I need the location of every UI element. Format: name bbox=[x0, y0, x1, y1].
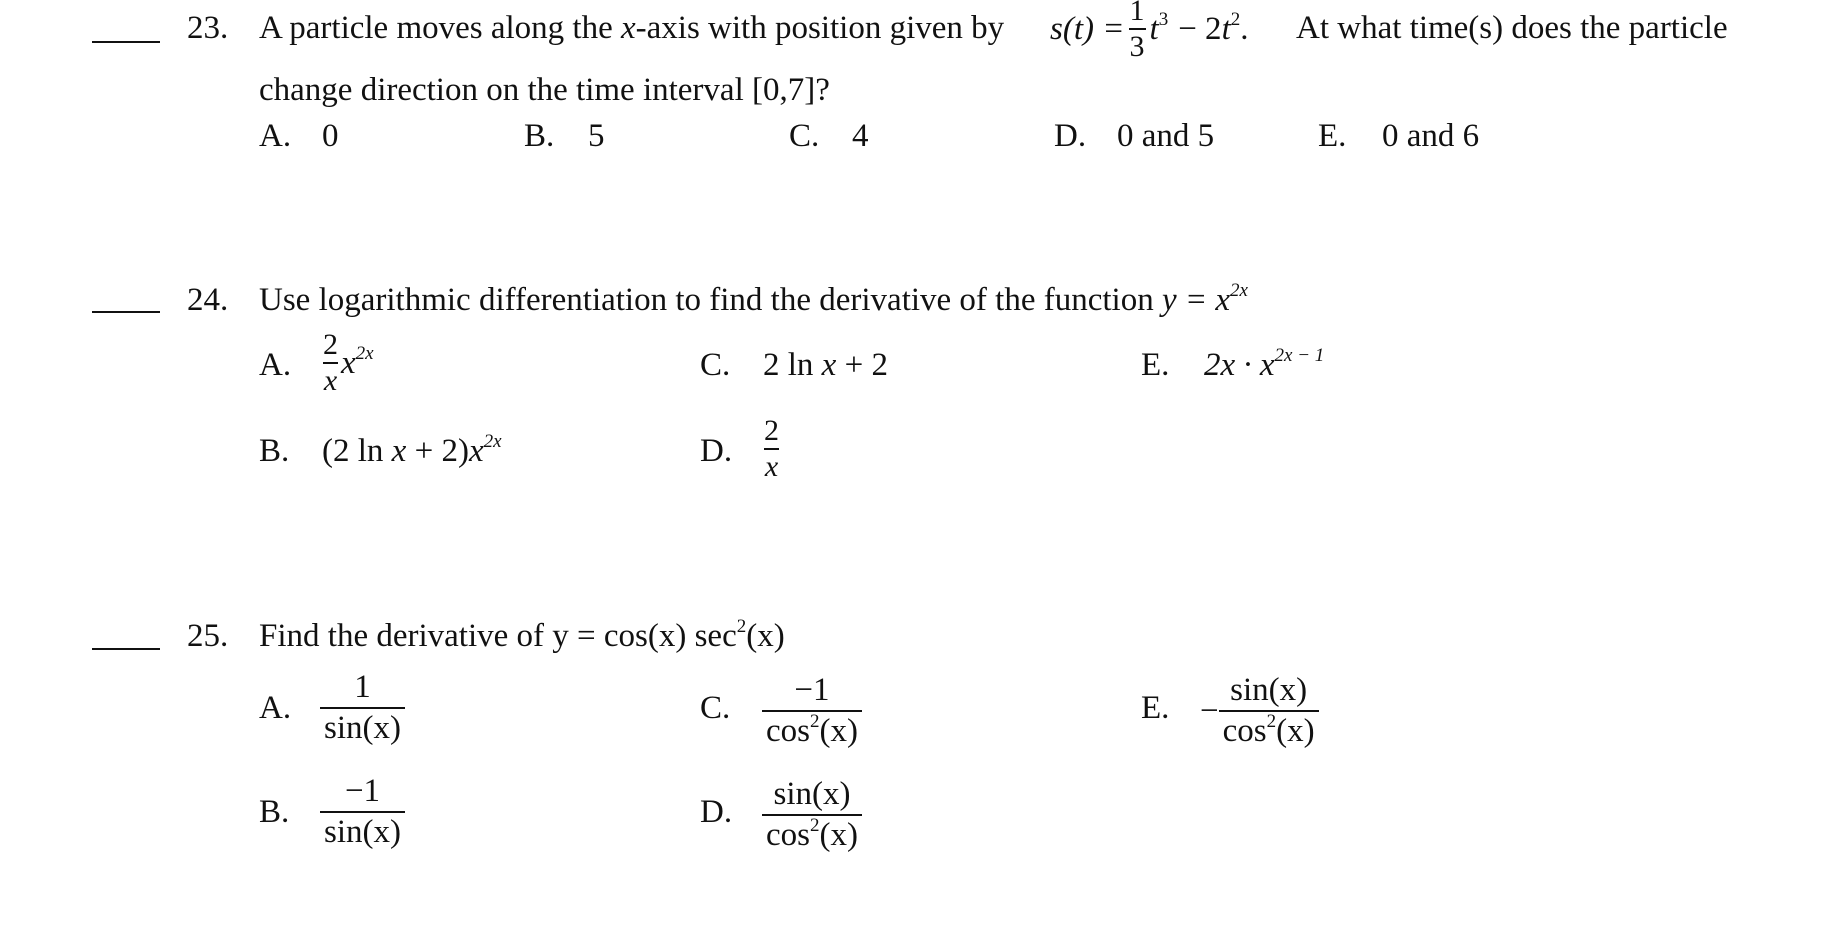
q23-stem-part3: At what time(s) does the particle bbox=[1296, 10, 1728, 46]
q25-choice-e-sign: − bbox=[1200, 692, 1219, 729]
q23-stem-part1: A particle moves along the bbox=[259, 10, 621, 46]
answer-blank-25[interactable] bbox=[92, 648, 160, 650]
q24-choice-a-power: $x^{2x}$ bbox=[341, 342, 374, 381]
q23-choice-e-text[interactable]: 0 and 6 bbox=[1382, 118, 1480, 154]
q24-choice-d-letter: D. bbox=[700, 433, 733, 469]
q23-formula-end: . bbox=[1240, 10, 1249, 47]
question-number-24: 24. bbox=[187, 282, 229, 318]
q23-choice-d-text[interactable]: 0 and 5 bbox=[1117, 118, 1215, 154]
q25-choice-c-letter: C. bbox=[700, 690, 731, 726]
q25-choice-c-expr[interactable]: $\frac{-1}{\cos^2(x)}$ bbox=[762, 665, 862, 757]
q25-stem-text: Find the derivative of bbox=[259, 618, 553, 654]
q24-choice-d-expr[interactable] bbox=[763, 412, 780, 486]
q23-term1: $t^3$ bbox=[1149, 8, 1169, 47]
q23-formula-lhs: s(t) = bbox=[1050, 10, 1125, 47]
q25-choice-a-expr[interactable]: $\frac{1}{\sin(x)}$ bbox=[320, 665, 405, 751]
q23-position-formula bbox=[1050, 0, 1248, 65]
q23-stem-var: x bbox=[621, 10, 636, 46]
q25-choice-e-expr[interactable]: − $\frac{\sin(x)}{\cos^2(x)}$ bbox=[1200, 665, 1319, 757]
question-number-23: 23. bbox=[187, 10, 229, 46]
q23-formula-fraction bbox=[1129, 0, 1146, 62]
q25-choice-b-letter: B. bbox=[259, 794, 290, 830]
q23-fraction-denominator: 3 bbox=[1129, 30, 1145, 63]
question-24-stem bbox=[259, 280, 1248, 318]
q24-choice-b-letter: B. bbox=[259, 433, 290, 469]
answer-blank-23[interactable] bbox=[92, 41, 160, 43]
q24-choice-c-expr[interactable]: 2 ln x + 2 bbox=[763, 347, 888, 383]
question-23-stem bbox=[259, 12, 1004, 45]
q23-choice-c-text[interactable]: 4 bbox=[852, 118, 869, 154]
q24-choice-b-expr[interactable]: (2 $\ln x + 2)x^{2x}$ bbox=[322, 431, 502, 469]
q24-choice-d-fraction: $\frac{2}{x}$ bbox=[764, 414, 779, 483]
q25-choice-e-letter: E. bbox=[1141, 690, 1170, 726]
q23-choice-e-letter: E. bbox=[1318, 118, 1347, 154]
answer-blank-24[interactable] bbox=[92, 311, 160, 313]
q24-choice-e-letter: E. bbox=[1141, 347, 1170, 383]
q24-choice-e-expr[interactable]: $2x \cdot x^{2x - 1}$ bbox=[1204, 345, 1325, 383]
question-25-stem bbox=[259, 616, 785, 654]
q25-function: y = cos(x) $\sec^2(x)$ bbox=[552, 616, 785, 654]
q25-choice-d-expr[interactable]: $\frac{\sin(x)}{\cos^2(x)}$ bbox=[762, 769, 862, 861]
q25-choice-d-letter: D. bbox=[700, 794, 733, 830]
q24-stem-text: Use logarithmic differentiation to find the derivative of the function bbox=[259, 282, 1162, 318]
q23-term2: $t^2$ bbox=[1221, 8, 1241, 47]
q23-choice-a-letter: A. bbox=[259, 118, 292, 154]
q23-fraction-numerator: 1 bbox=[1129, 0, 1145, 27]
q25-choice-a-letter: A. bbox=[259, 690, 292, 726]
q23-choice-a-text[interactable]: 0 bbox=[322, 118, 339, 154]
q24-function: $y = x^{2x}$ bbox=[1161, 280, 1248, 318]
q23-choice-c-letter: C. bbox=[789, 118, 820, 154]
q23-stem-line2: change direction on the time interval [0,7]? bbox=[259, 72, 830, 108]
q23-stem-part2: -axis with position given by bbox=[635, 10, 1005, 46]
q24-choice-a-fraction: $\frac{2}{x}$ bbox=[323, 328, 338, 397]
q25-choice-b-expr[interactable]: $\frac{-1}{\sin(x)}$ bbox=[320, 769, 405, 855]
q23-choice-d-letter: D. bbox=[1054, 118, 1087, 154]
q24-choice-a-expr[interactable] bbox=[322, 326, 374, 400]
question-number-25: 25. bbox=[187, 618, 229, 654]
q23-choice-b-letter: B. bbox=[524, 118, 555, 154]
q23-minus: − 2 bbox=[1178, 10, 1222, 47]
q24-choice-a-letter: A. bbox=[259, 347, 292, 383]
q23-choice-b-text[interactable]: 5 bbox=[588, 118, 605, 154]
q24-choice-c-letter: C. bbox=[700, 347, 731, 383]
